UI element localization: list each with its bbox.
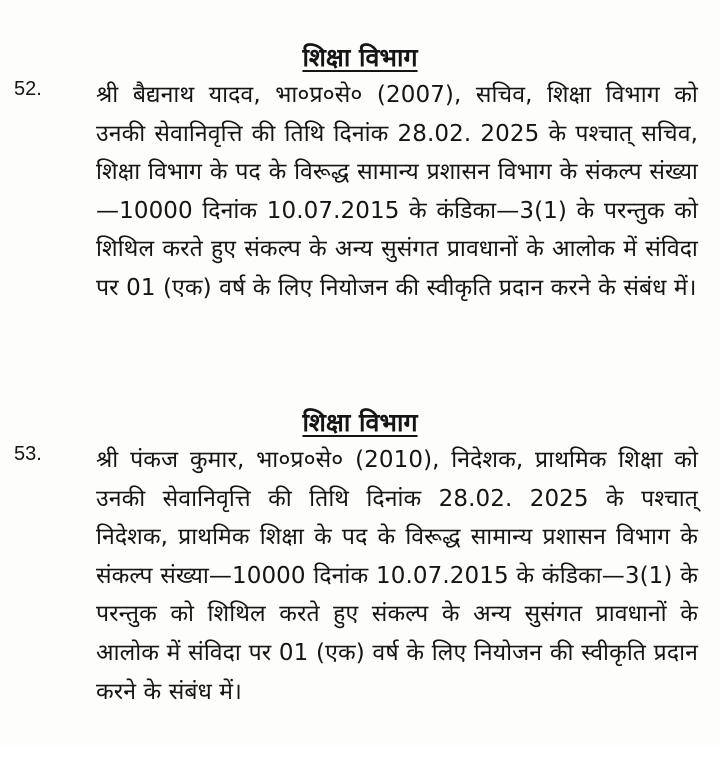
- agenda-section-53: [0, 405, 720, 761]
- department-heading: शिक्षा विभाग: [302, 43, 418, 72]
- agenda-item: [0, 76, 720, 396]
- item-number: 53.: [14, 443, 42, 465]
- department-heading: शिक्षा विभाग: [302, 408, 418, 437]
- item-text: श्री बैद्यनाथ यादव, भा०प्र०से० (2007), सचिव, शिक्षा विभाग को उनकी सेवानिवृत्ति की तिथि दिनांक 28.02. 2025 के पश्चात् सचिव, शिक्षा विभाग के पद के विरूद्ध सामान्य प्रशासन विभाग के संकल्प संख्या—10000 दिनांक 10.07.2015 के कंडिका—3(1) के परन्तुक को शिथिल करते हुए संकल्प के अन्य सुसंगत प्रावधानों के आलोक में संविदा पर 01 (एक) वर्ष के लिए नियोजन की स्वीकृति प्रदान करने के संबंध में।: [96, 82, 698, 301]
- item-text: श्री पंकज कुमार, भा०प्र०से० (2010), निदेशक, प्राथमिक शिक्षा को उनकी सेवानिवृत्ति की तिथि दिनांक 28.02. 2025 के पश्चात् निदेशक, प्राथमिक शिक्षा के पद के विरूद्ध सामान्य प्रशासन विभाग के संकल्प संख्या—10000 दिनांक 10.07.2015 के कंडिका—3(1) के परन्तुक को शिथिल करते हुए संकल्प के अन्य सुसंगत प्रावधानों के आलोक में संविदा पर 01 (एक) वर्ष के लिए नियोजन की स्वीकृति प्रदान करने के संबंध में।: [96, 447, 698, 705]
- item-number: 52.: [14, 78, 42, 100]
- agenda-item: [0, 441, 720, 761]
- agenda-section-52: [0, 40, 720, 396]
